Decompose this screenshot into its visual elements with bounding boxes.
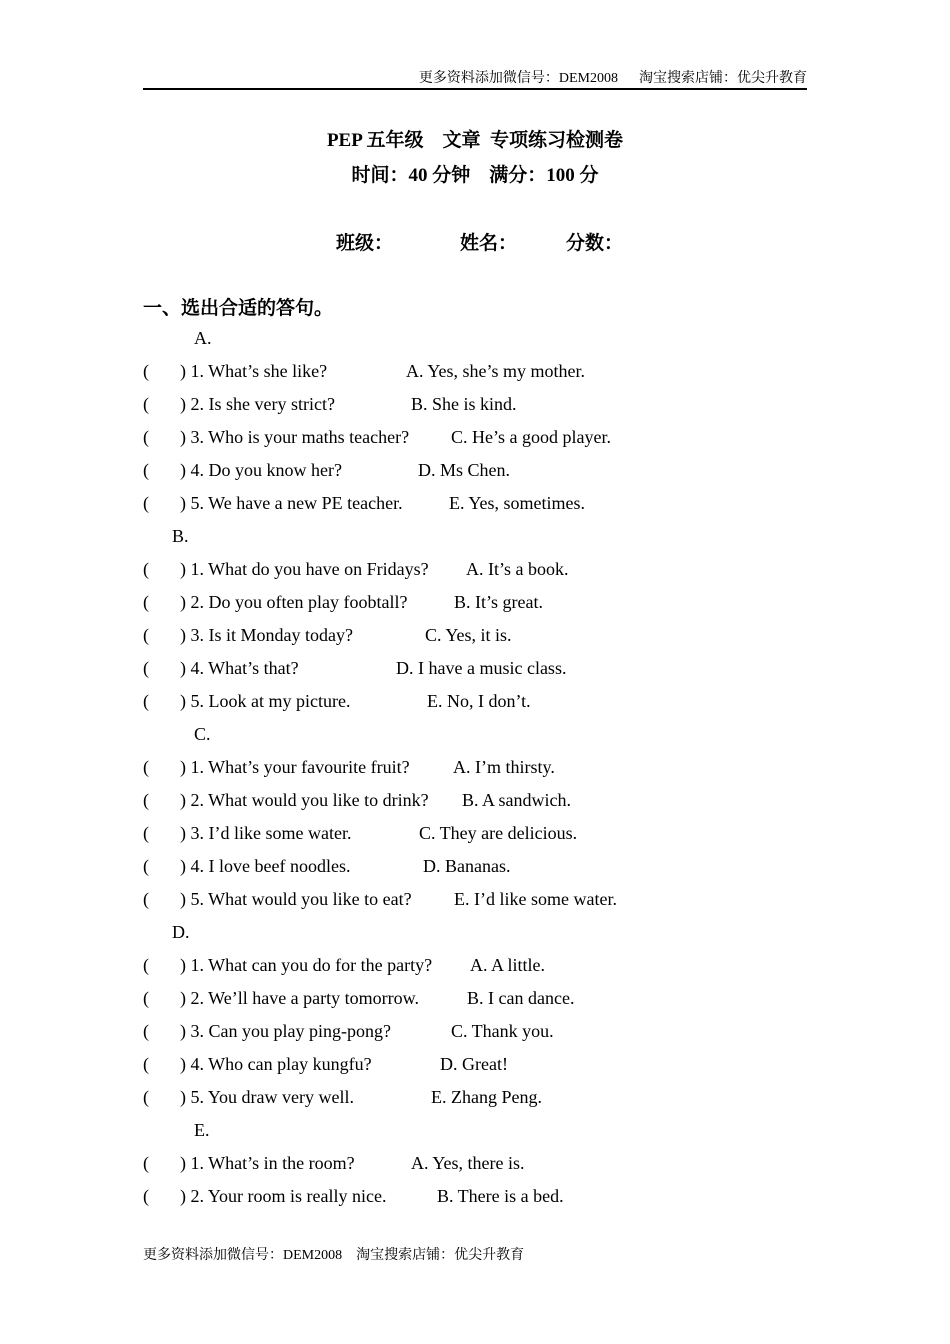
answer-option: E. No, I don’t. [427, 691, 531, 711]
score-label: 分数： [566, 233, 624, 254]
answer-blank-open: ( [143, 691, 149, 711]
answer-blank[interactable] [168, 1052, 178, 1076]
answer-option: D. Great! [440, 1054, 508, 1074]
answer-option: C. Yes, it is. [425, 625, 512, 645]
question-text: ) 3. I’d like some water. [180, 823, 352, 843]
question-text: ) 2. Your room is really nice. [180, 1186, 387, 1206]
answer-option: A. I’m thirsty. [453, 757, 555, 777]
answer-blank[interactable] [168, 1184, 178, 1208]
answer-option: A. Yes, she’s my mother. [406, 361, 586, 381]
answer-blank-open: ( [143, 823, 149, 843]
answer-option: B. There is a bed. [437, 1186, 564, 1206]
answer-option: D. Ms Chen. [418, 460, 511, 480]
answer-blank[interactable] [168, 425, 178, 449]
answer-blank-open: ( [143, 658, 149, 678]
page-header: 更多资料添加微信号：DEM2008 淘宝搜索店铺：优尖升教育 [418, 71, 807, 86]
answer-blank-open: ( [143, 1054, 149, 1074]
answer-option: B. She is kind. [411, 394, 517, 414]
answer-blank[interactable] [168, 392, 178, 416]
answer-option: A. A little. [470, 955, 546, 975]
question-text: ) 1. What can you do for the party? [180, 955, 433, 975]
answer-blank-open: ( [143, 1021, 149, 1041]
answer-blank[interactable] [168, 755, 178, 779]
question-text: ) 4. Do you know her? [180, 460, 342, 480]
name-label: 姓名： [460, 233, 518, 254]
answer-option: C. They are delicious. [419, 823, 578, 843]
question-text: ) 5. What would you like to eat? [180, 889, 412, 909]
answer-blank[interactable] [168, 1085, 178, 1109]
answer-blank-open: ( [143, 955, 149, 975]
question-text: ) 5. You draw very well. [180, 1087, 354, 1107]
answer-blank-open: ( [143, 625, 149, 645]
answer-blank-open: ( [143, 988, 149, 1008]
group-label: A. [194, 328, 212, 348]
group-label: D. [172, 922, 190, 942]
question-text: ) 1. What’s she like? [180, 361, 328, 381]
answer-option: B. It’s great. [454, 592, 543, 612]
answer-blank[interactable] [168, 458, 178, 482]
answer-blank-open: ( [143, 1153, 149, 1173]
group-label: B. [172, 526, 189, 546]
question-text: ) 1. What’s in the room? [180, 1153, 355, 1173]
question-text: ) 4. Who can play kungfu? [180, 1054, 372, 1074]
section-title: 一、选出合适的答句。 [143, 298, 334, 319]
answer-blank-open: ( [143, 493, 149, 513]
question-text: ) 3. Can you play ping-pong? [180, 1021, 391, 1041]
question-text: ) 1. What do you have on Fridays? [180, 559, 429, 579]
question-text: ) 3. Who is your maths teacher? [180, 427, 410, 447]
answer-option: D. I have a music class. [396, 658, 567, 678]
answer-blank-open: ( [143, 460, 149, 480]
page-title: PEP 五年级 文章 专项练习检测卷 [326, 130, 624, 151]
answer-option: A. Yes, there is. [411, 1153, 525, 1173]
answer-blank[interactable] [168, 623, 178, 647]
header-rule [143, 88, 807, 90]
answer-blank[interactable] [168, 590, 178, 614]
answer-option: B. A sandwich. [462, 790, 572, 810]
question-text: ) 4. I love beef noodles. [180, 856, 351, 876]
answer-blank[interactable] [168, 1151, 178, 1175]
answer-blank-open: ( [143, 361, 149, 381]
class-label: 班级： [336, 233, 394, 254]
answer-blank[interactable] [168, 821, 178, 845]
answer-blank-open: ( [143, 889, 149, 909]
answer-blank-open: ( [143, 1186, 149, 1206]
answer-option: C. Thank you. [451, 1021, 554, 1041]
question-text: ) 2. We’ll have a party tomorrow. [180, 988, 419, 1008]
answer-option: D. Bananas. [423, 856, 511, 876]
question-text: ) 1. What’s your favourite fruit? [180, 757, 410, 777]
answer-blank[interactable] [168, 656, 178, 680]
answer-blank[interactable] [168, 359, 178, 383]
page-footer: 更多资料添加微信号：DEM2008 淘宝搜索店铺：优尖升教育 [143, 1248, 525, 1263]
answer-option: C. He’s a good player. [451, 427, 611, 447]
answer-blank-open: ( [143, 394, 149, 414]
answer-blank-open: ( [143, 427, 149, 447]
answer-blank[interactable] [168, 1019, 178, 1043]
answer-blank-open: ( [143, 856, 149, 876]
answer-option: A. It’s a book. [466, 559, 569, 579]
question-text: ) 2. Do you often play foobtall? [180, 592, 408, 612]
answer-option: E. I’d like some water. [454, 889, 617, 909]
answer-blank-open: ( [143, 790, 149, 810]
answer-blank-open: ( [143, 559, 149, 579]
answer-blank-open: ( [143, 1087, 149, 1107]
question-text: ) 3. Is it Monday today? [180, 625, 353, 645]
answer-blank[interactable] [168, 854, 178, 878]
answer-option: B. I can dance. [467, 988, 575, 1008]
answer-blank[interactable] [168, 887, 178, 911]
answer-blank[interactable] [168, 557, 178, 581]
page-subtitle: 时间：40 分钟 满分：100 分 [351, 165, 599, 186]
answer-blank-open: ( [143, 592, 149, 612]
question-text: ) 4. What’s that? [180, 658, 299, 678]
answer-blank[interactable] [168, 986, 178, 1010]
answer-blank[interactable] [168, 689, 178, 713]
answer-blank-open: ( [143, 757, 149, 777]
answer-blank[interactable] [168, 788, 178, 812]
question-text: ) 2. Is she very strict? [180, 394, 335, 414]
answer-option: E. Yes, sometimes. [449, 493, 586, 513]
question-text: ) 5. We have a new PE teacher. [180, 493, 403, 513]
question-text: ) 2. What would you like to drink? [180, 790, 429, 810]
answer-blank[interactable] [168, 953, 178, 977]
group-label: E. [194, 1120, 210, 1140]
group-label: C. [194, 724, 211, 744]
answer-option: E. Zhang Peng. [431, 1087, 542, 1107]
question-text: ) 5. Look at my picture. [180, 691, 351, 711]
answer-blank[interactable] [168, 491, 178, 515]
